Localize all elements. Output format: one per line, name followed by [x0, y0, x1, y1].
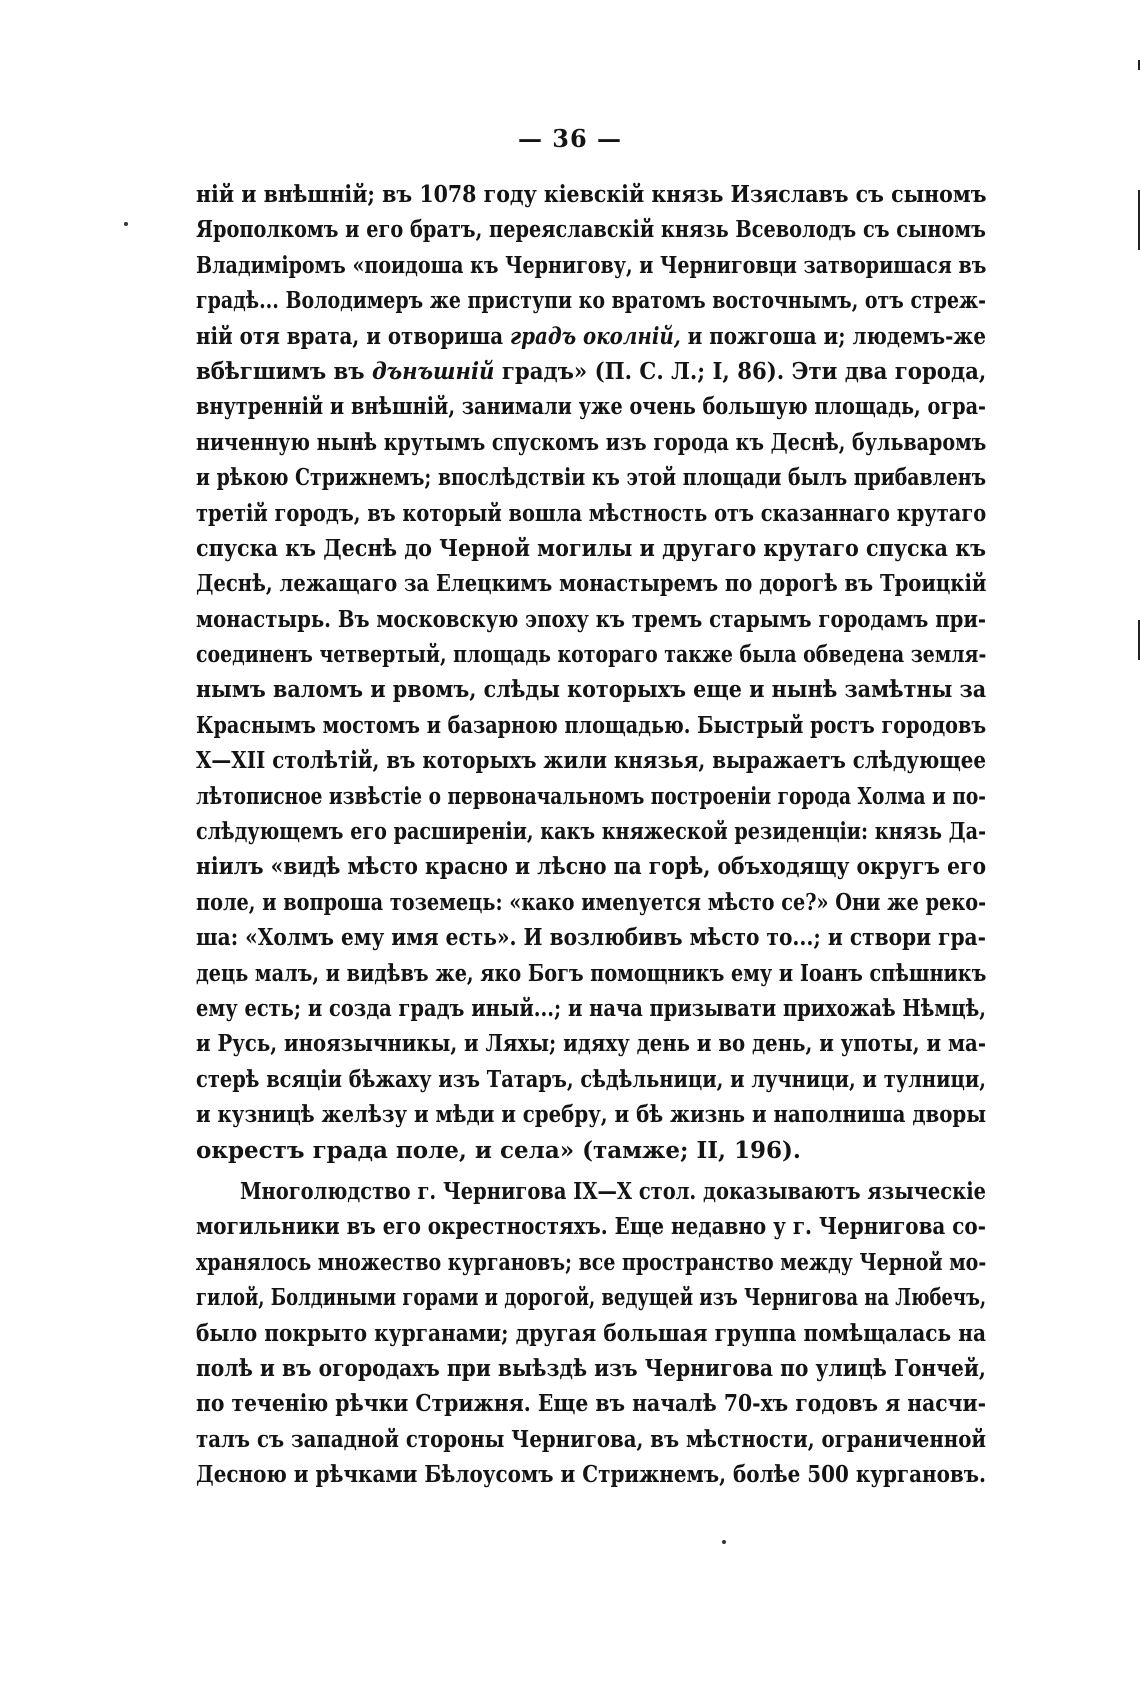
text-segment: ній отя врата, и отвориша [196, 322, 511, 350]
text-line: окрестъ града поле, и села» (тамже; II, 196). [196, 1136, 801, 1164]
text-line: лѣтописное извѣстіе о первоначальномъ построеніи города Холма и по- [196, 782, 986, 810]
body-text [196, 177, 986, 1492]
text-line: и кузницѣ желѣзу и мѣди и сребру, и бѣ жизнь и наполниша дворы [196, 1101, 987, 1129]
text-line: по теченію рѣчки Стрижня. Еще въ началѣ 70-хъ годовъ я насчи- [196, 1390, 987, 1418]
text-segment: и пожгоша и; людемъ-же [680, 322, 986, 350]
text-line: ша: «Холмъ ему имя есть». И возлюбивъ мѣсто то...; и створи гра- [196, 924, 986, 952]
text-line: стерѣ всяціи бѣжаху изъ Татаръ, сѣдѣльници, и лучници, и тулници, [196, 1065, 986, 1093]
text-line: Ярополкомъ и его братъ, переяславскій князь Всеволодъ съ сыномъ [196, 216, 986, 244]
text-line-with-italic [196, 354, 986, 389]
text-line: талъ съ западной стороны Чернигова, въ мѣстности, ограниченной [196, 1425, 987, 1453]
text-line: градѣ... Володимеръ же приступи ко вратомъ восточнымъ, отъ стреж- [196, 287, 987, 315]
text-line: хранялось множество кургановъ; все пространство между Черной мо- [196, 1248, 987, 1276]
text-line: ніилъ «видѣ мѣсто красно и лѣсно па горѣ, объходящу округъ его [196, 853, 987, 881]
scan-speck [124, 222, 128, 226]
text-line: дець малъ, и видѣвъ же, яко Богъ помощникъ ему и Іоанъ спѣшникъ [196, 959, 987, 987]
text-segment: вбѣгшимъ въ [196, 357, 372, 385]
text-line: монастырь. Въ московскую эпоху къ тремъ старымъ городамъ при- [196, 605, 987, 633]
text-line: X—XII столѣтій, въ которыхъ жили князья, выражаетъ слѣдующее [196, 747, 987, 775]
text-segment: градъ» (П. С. Л.; I, 86). Эти два города, [494, 357, 987, 385]
text-line: гилой, Болдиными горами и дорогой, ведущей изъ Чернигова на Любечъ, [196, 1284, 987, 1312]
text-line: соединенъ четвертый, площадь котораго также была обведена земля- [196, 641, 987, 669]
text-line: и рѣкою Стрижнемъ; впослѣдствіи къ этой площади былъ прибавленъ [196, 464, 987, 492]
text-line: Деснѣ, лежащаго за Елецкимъ монастыремъ по дорогѣ въ Троицкій [196, 570, 987, 598]
text-line: нымъ валомъ и рвомъ, слѣды которыхъ еще и нынѣ замѣтны за [196, 676, 987, 704]
text-line: третій городъ, въ который вошла мѣстность отъ сказаннаго крутаго [196, 499, 987, 527]
text-line: внутренній и внѣшній, занимали уже очень большую площадь, огра- [196, 393, 987, 421]
text-line: Многолюдство г. Чернигова IX—X стол. доказываютъ языческіе [239, 1177, 986, 1205]
text-line: полѣ и въ огородахъ при выѣздѣ изъ Чернигова по улицѣ Гончей, [196, 1354, 986, 1382]
page-number: — 36 — [517, 124, 623, 153]
text-line-with-italic [196, 319, 986, 354]
text-line: могильники въ его окрестностяхъ. Еще недавно у г. Чернигова со- [196, 1213, 986, 1241]
text-line: спуска къ Деснѣ до Черной могилы и другаго крутаго спуска къ [196, 534, 987, 562]
text-line: слѣдующемъ его расширеніи, какъ княжеской резиденціи: князь Да- [196, 818, 987, 846]
text-line: поле, и вопроша тоземець: «како имеnуется мѣсто се?» Они же реко- [196, 888, 987, 916]
text-line: Владиміромъ «поидоша къ Чернигову, и Черниговци затворишася въ [196, 251, 987, 279]
text-line: Краснымъ мостомъ и базарною площадью. Быстрый ростъ городовъ [196, 711, 987, 739]
paragraph-2 [196, 1174, 986, 1493]
text-line: Десною и рѣчками Бѣлоусомъ и Стрижнемъ, болѣе 500 кургановъ. [196, 1461, 986, 1489]
text-line: ему есть; и созда градъ иный...; и нача призывати прихожаѣ Нѣмцѣ, [196, 994, 987, 1022]
italic-phrase: дънъшній [371, 357, 495, 385]
paragraph-1 [196, 177, 986, 1168]
text-line: ниченную нынѣ крутымъ спускомъ изъ города къ Деснѣ, бульваромъ [196, 428, 987, 456]
text-line: и Русь, иноязычникы, и Ляхы; идяху день и во день, и употы, и ма- [196, 1030, 986, 1058]
scan-speck [722, 1540, 726, 1544]
text-line: было покрыто курганами; другая большая группа помѣщалась на [196, 1319, 987, 1347]
italic-phrase: градъ околній, [510, 322, 681, 350]
text-line: ній и внѣшній; въ 1078 году кіевскій князь Изяславъ съ сыномъ [196, 181, 987, 208]
